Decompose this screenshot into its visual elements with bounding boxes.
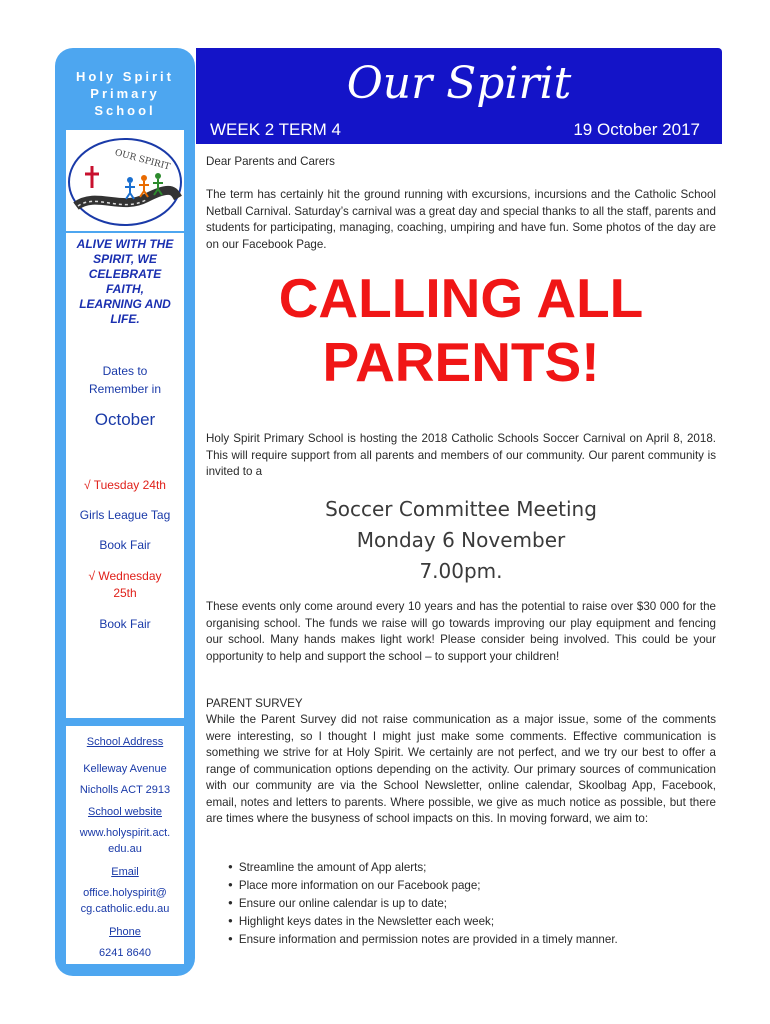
sidebar: [55, 48, 195, 976]
email-label: Email: [111, 866, 139, 878]
address-line: Nicholls ACT 2913: [79, 784, 171, 796]
motto-line: FAITH,: [106, 282, 144, 296]
motto-line: SPIRIT, WE: [93, 252, 157, 266]
address-label: School Address: [86, 736, 164, 748]
phone-number: 6241 8640: [99, 947, 151, 959]
school-logo: [66, 136, 184, 232]
email-link[interactable]: office.holyspirit@: [83, 887, 167, 899]
event-item: Book Fair: [99, 538, 151, 552]
website-link[interactable]: edu.au: [108, 843, 142, 855]
logo-figure: [127, 177, 133, 183]
list-item: ● Ensure information and permission notes are provided in a timely manner.: [206, 930, 716, 948]
list-item: ● Place more information on our Facebook page;: [206, 876, 716, 894]
meeting-line: Monday 6 November: [356, 528, 566, 552]
address-line: Kelleway Avenue: [83, 763, 167, 775]
date-item: √ Tuesday 24th: [84, 478, 166, 492]
dates-heading: [66, 362, 184, 398]
school-name-line: School: [94, 103, 156, 118]
list-item: ● Ensure our online calendar is up to date;: [206, 894, 716, 912]
dates-month: October: [94, 410, 156, 429]
paragraph-events: These events only come around every 10 years and has the potential to raise over $30 000 for the organising school. The funds we raise will go towards improving our play equipment and fencing our school. Many hands makes light work! Please consider being involved. This could be your opportunity to help and support the school – to support your children!: [206, 600, 716, 663]
date-item: √ Wednesday: [88, 569, 162, 583]
school-name-line: Primary: [90, 86, 160, 101]
motto-line: LEARNING AND: [79, 297, 171, 311]
phone-label: Phone: [109, 926, 141, 938]
meeting-announcement: [206, 494, 716, 587]
website-link[interactable]: www.holyspirit.act.: [79, 827, 171, 839]
logo-figure: [141, 175, 147, 181]
school-name-line: Holy Spirit: [75, 69, 174, 84]
motto-line: CELEBRATE: [88, 267, 162, 281]
meeting-line: Soccer Committee Meeting: [325, 497, 597, 521]
issue-date: 19 October 2017: [573, 120, 700, 139]
headline-line: CALLING ALL: [278, 267, 644, 329]
paragraph-intro: The term has certainly hit the ground running with excursions, incursions and the Catholic School Netball Carnival. Saturday’s carnival was a great day and special thanks to all the staff, parents and students for participating, managing, coaching, umpiring and have fun. Some photos of the day are on our Facebook Page.: [206, 188, 716, 251]
greeting: Dear Parents and Carers: [206, 155, 335, 168]
email-link[interactable]: cg.catholic.edu.au: [80, 903, 170, 915]
list-item: ● Highlight keys dates in the Newsletter each week;: [206, 912, 716, 930]
date-item: 25th: [113, 586, 137, 600]
dates-heading-line: Dates to: [102, 364, 148, 378]
logo-text: OUR SPIRIT: [113, 148, 172, 173]
contact-panel: [66, 726, 184, 964]
newsletter-title: Our Spirit: [346, 58, 572, 109]
week-term: WEEK 2 TERM 4: [210, 120, 341, 139]
school-motto: [70, 237, 180, 327]
motto-line: ALIVE WITH THE: [76, 237, 174, 251]
paragraph-survey: While the Parent Survey did not raise communication as a major issue, some of the comments were interesting, so I thought I might just make some comments. Effective communication is something we strive for at Holy Spirit. We certainly are not perfect, and we try our best to offer a range of communication options depending on the activity. Our primary sources of communication with our community are via the School Newsletter, online calendar, Skoolbag App, Facebook, email, notes and letters to parents. Where possible, we give as much notice as possible, but there are times where the busyness of school impacts on this. In moving forward, we aim to:: [206, 713, 716, 825]
paragraph-carnival: Holy Spirit Primary School is hosting the 2018 Catholic Schools Soccer Carnival on April 8, 2018. This will require support from all parents and members of our community. Our parent community is invited to a: [206, 432, 716, 478]
dates-panel: [66, 352, 184, 718]
survey-heading: PARENT SURVEY: [206, 697, 303, 710]
event-item: Girls League Tag: [79, 508, 171, 522]
logo-figure: [155, 173, 161, 179]
list-item: ● Streamline the amount of App alerts;: [206, 858, 716, 876]
aims-list: [206, 858, 716, 948]
headline-line: PARENTS!: [322, 331, 600, 393]
newsletter-header: [196, 48, 722, 144]
meeting-line: 7.00pm.: [419, 559, 503, 583]
calling-all-parents-headline: [206, 266, 716, 394]
school-name: [55, 68, 195, 119]
event-item: Book Fair: [99, 617, 151, 631]
dates-heading-line: Remember in: [88, 382, 162, 396]
website-label: School website: [88, 806, 162, 818]
motto-line: LIFE.: [110, 312, 140, 326]
